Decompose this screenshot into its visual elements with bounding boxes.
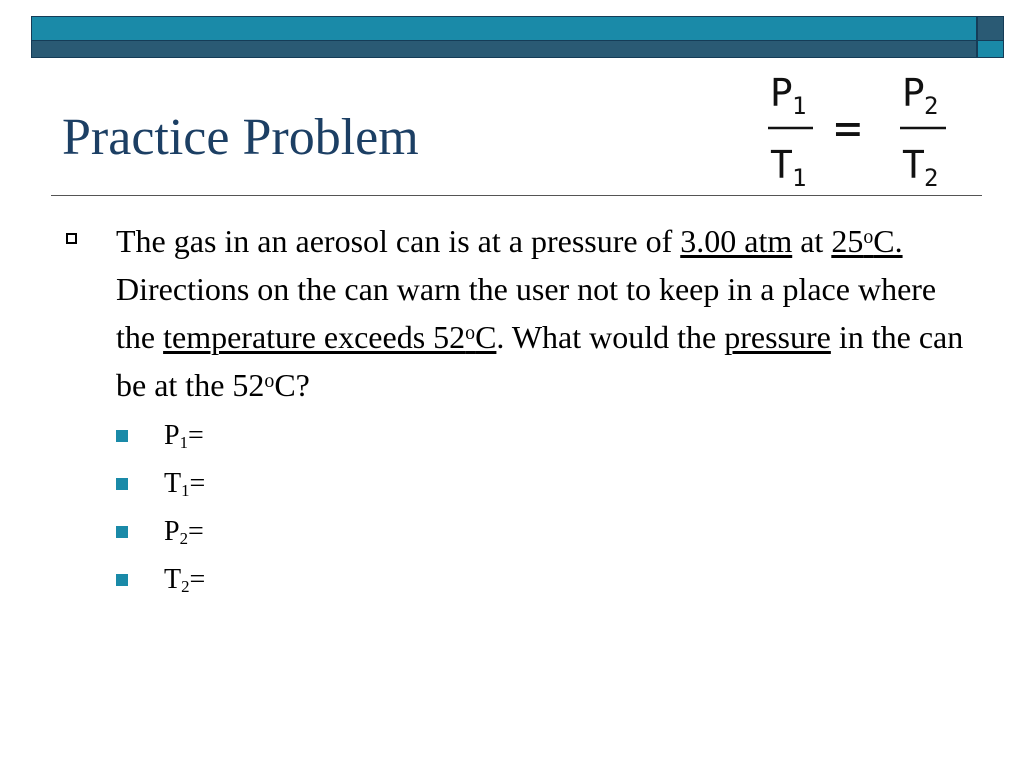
variable-letter: T bbox=[164, 564, 182, 595]
title-divider bbox=[51, 195, 982, 196]
banner-lower-bar bbox=[31, 41, 977, 58]
equals-sign: = bbox=[189, 468, 206, 499]
hollow-square-bullet-icon bbox=[66, 233, 77, 244]
initial-temperature-underlined bbox=[831, 223, 902, 259]
gas-law-formula bbox=[760, 66, 960, 192]
degree-sign: o bbox=[863, 226, 874, 249]
square-bullet-icon bbox=[116, 478, 128, 490]
formula-t2: T bbox=[902, 143, 925, 187]
variable-subscript: 1 bbox=[181, 481, 190, 501]
sub-item-label bbox=[164, 418, 204, 454]
temp-exceeds-text: temperature exceeds 52 bbox=[163, 319, 466, 355]
formula-t1: T bbox=[770, 143, 793, 187]
sub-item-label bbox=[164, 514, 204, 550]
variable-letter: P bbox=[164, 516, 180, 547]
degree-sign: o bbox=[264, 370, 275, 393]
variable-subscript: 1 bbox=[179, 433, 188, 453]
equals-sign: = bbox=[189, 564, 206, 595]
formula-t1-subscript: 1 bbox=[792, 164, 807, 192]
problem-text-4: . What would the bbox=[496, 319, 725, 355]
problem-text-3: Directions on the can warn the user not to keep in a place where the bbox=[116, 271, 937, 355]
initial-temp-number: 25 bbox=[831, 223, 864, 259]
variable-subscript: 2 bbox=[181, 577, 190, 597]
banner-upper-bar bbox=[31, 16, 977, 41]
formula-t2-subscript: 2 bbox=[924, 164, 939, 192]
pressure-value-underlined: 3.00 atm bbox=[680, 223, 793, 259]
sub-item-label bbox=[164, 562, 205, 598]
equals-sign: = bbox=[187, 420, 204, 451]
problem-text-1: The gas in an aerosol can is at a pressure of bbox=[116, 223, 681, 259]
problem-statement bbox=[116, 217, 976, 409]
square-bullet-icon bbox=[116, 526, 128, 538]
formula-p2-subscript: 2 bbox=[924, 92, 939, 120]
temp-exceeds-unit: C bbox=[475, 319, 497, 355]
variable-letter: T bbox=[164, 468, 182, 499]
formula-equals: = bbox=[834, 101, 862, 155]
formula-p1-subscript: 1 bbox=[792, 92, 807, 120]
variable-letter: P bbox=[164, 420, 180, 451]
problem-text-2: at bbox=[792, 223, 832, 259]
formula-p1: P bbox=[770, 71, 793, 115]
problem-text-5: in the can be at the 52 bbox=[116, 319, 964, 403]
equals-sign: = bbox=[187, 516, 204, 547]
banner-corner-lower bbox=[977, 41, 1004, 58]
square-bullet-icon bbox=[116, 430, 128, 442]
problem-text-6: C? bbox=[274, 367, 310, 403]
square-bullet-icon bbox=[116, 574, 128, 586]
banner-corner-upper bbox=[977, 16, 1004, 41]
sub-item-label bbox=[164, 466, 205, 502]
formula-p2: P bbox=[902, 71, 925, 115]
pressure-word-underlined: pressure bbox=[724, 319, 831, 355]
initial-temp-unit: C. bbox=[873, 223, 903, 259]
slide-title: Practice Problem bbox=[62, 109, 419, 166]
degree-sign: o bbox=[465, 322, 476, 345]
temperature-exceeds-underlined bbox=[163, 319, 496, 355]
variable-subscript: 2 bbox=[179, 529, 188, 549]
